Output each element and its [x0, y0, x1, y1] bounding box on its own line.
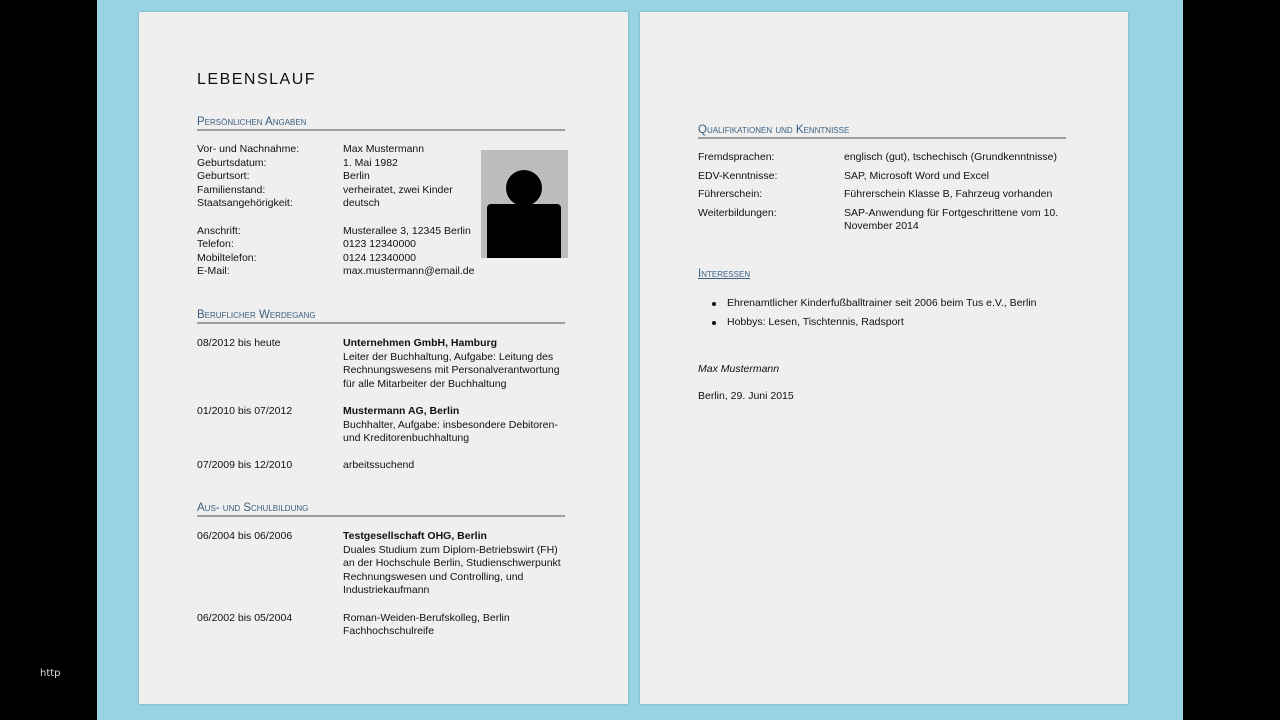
- entry-description: Leiter der Buchhaltung, Aufgabe: Leitung des Rechnungswesens mit Personalverantwortung für alle Mitarbeiter der Buchhaltung: [343, 350, 560, 390]
- row-label: Geburtsdatum:: [197, 156, 267, 169]
- row-label: Anschrift:: [197, 224, 241, 237]
- row-label: E-Mail:: [197, 265, 230, 278]
- info-row: [698, 207, 1068, 234]
- entry: [197, 459, 567, 473]
- entry-content: [343, 459, 567, 473]
- section-heading-qualifications: Qualifikationen und Kenntnisse: [698, 124, 1066, 139]
- section-heading-career: Beruflicher Werdegang: [197, 309, 565, 324]
- entry-description: Buchhalter, Aufgabe: insbesondere Debitoren- und Kreditorenbuchhaltung: [343, 418, 558, 445]
- row-value: Berlin: [343, 170, 370, 183]
- row-label: Staatsangehörigkeit:: [197, 197, 293, 210]
- row-value: Max Mustermann: [343, 143, 425, 155]
- info-row: [698, 188, 1068, 202]
- row-label: Geburtsort:: [197, 170, 250, 183]
- entry-date: 01/2010 bis 07/2012: [197, 404, 293, 417]
- education-list: [197, 530, 567, 652]
- row-label: Telefon:: [197, 238, 234, 251]
- row-value: Musterallee 3, 12345 Berlin: [343, 224, 471, 237]
- profile-photo-placeholder: [481, 150, 568, 258]
- page-title: LEBENSLAUF: [197, 71, 317, 88]
- section-heading-education: Aus- und Schulbildung: [197, 502, 565, 517]
- info-row: [698, 170, 1068, 184]
- row-label: Familienstand:: [197, 183, 266, 196]
- place-date: Berlin, 29. Juni 2015: [698, 390, 794, 402]
- row-value: deutsch: [343, 197, 380, 210]
- entry: [197, 530, 567, 598]
- row-value: 0124 12340000: [343, 251, 416, 264]
- entry-content: [343, 405, 567, 446]
- row-label: Weiterbildungen:: [698, 206, 777, 219]
- entry-date: 07/2009 bis 12/2010: [197, 459, 293, 472]
- interest-item: Ehrenamtlicher Kinderfußballtrainer seit 2006 beim Tus e.V., Berlin: [698, 297, 1037, 311]
- row-value: englisch (gut), tschechisch (Grundkenntnisse): [844, 151, 1058, 163]
- section-heading-interests: Interessen: [698, 268, 751, 280]
- qualifications-list: [698, 151, 1068, 239]
- row-value: verheiratet, zwei Kinder: [343, 183, 453, 196]
- row-label: Vor- und Nachnahme:: [197, 143, 300, 155]
- entry-content: [343, 612, 567, 639]
- entry-content: [343, 337, 567, 391]
- entry-date: 06/2002 bis 05/2004: [197, 611, 293, 624]
- page-2: [640, 12, 1128, 704]
- interests-list: [698, 297, 1037, 335]
- entry-date: 06/2004 bis 06/2006: [197, 530, 293, 542]
- interest-item: Hobbys: Lesen, Tischtennis, Radsport: [698, 316, 1037, 330]
- row-value: SAP, Microsoft Word und Excel: [844, 169, 989, 182]
- entry-title: Mustermann AG, Berlin: [343, 404, 460, 417]
- entry: [197, 405, 567, 446]
- signature: Max Mustermann: [698, 363, 780, 375]
- row-label: Mobiltelefon:: [197, 251, 257, 264]
- page-1: [139, 12, 628, 704]
- entry-title: Testgesellschaft OHG, Berlin: [343, 530, 487, 542]
- entry-date: 08/2012 bis heute: [197, 337, 281, 349]
- row-label: Führerschein:: [698, 188, 763, 201]
- entry-content: [343, 530, 567, 598]
- entry: [197, 612, 567, 639]
- entry: [197, 337, 567, 391]
- entry-description: arbeitssuchend: [343, 459, 415, 472]
- section-heading-personal: Persönlichen Angaben: [197, 116, 565, 131]
- entry-description: Roman-Weiden-Berufskolleg, Berlin Fachhochschulreife: [343, 611, 510, 638]
- row-label: EDV-Kenntnisse:: [698, 169, 778, 182]
- entry-description: Duales Studium zum Diplom-Betriebswirt (FH) an der Hochschule Berlin, Studienschwerpunkt Rechnungswesen und Controlling, und Industriekaufmann: [343, 543, 561, 597]
- info-row: [698, 151, 1068, 165]
- info-row: [197, 265, 567, 279]
- row-value: 1. Mai 1982: [343, 156, 398, 169]
- row-value: Führerschein Klasse B, Fahrzeug vorhanden: [844, 188, 1053, 201]
- row-label: Fremdsprachen:: [698, 151, 775, 163]
- row-value: max.mustermann@email.de: [343, 265, 475, 278]
- watermark-text: http: [40, 668, 61, 679]
- row-value: SAP-Anwendung für Fortgeschrittene vom 10. November 2014: [844, 206, 1059, 233]
- career-list: [197, 337, 567, 487]
- row-value: 0123 12340000: [343, 238, 416, 251]
- entry-title: Unternehmen GmbH, Hamburg: [343, 337, 498, 349]
